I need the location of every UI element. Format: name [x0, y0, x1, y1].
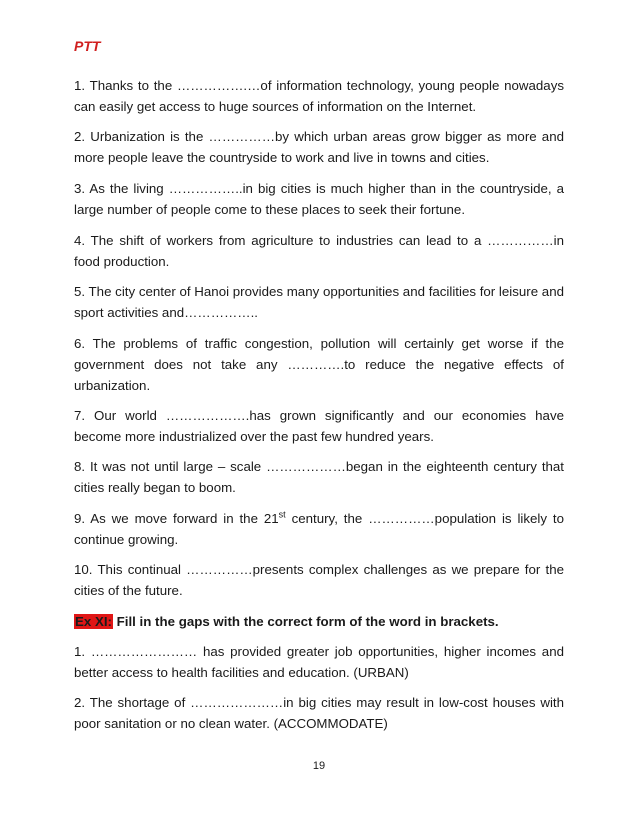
question-9-start: 9. As we move forward in the 21 [74, 511, 279, 526]
question-1: 1. Thanks to the …………….…of information technology, young people nowadays can easily get access to huge sources of information on the Internet. [74, 78, 564, 114]
question-4: 4. The shift of workers from agriculture to industries can lead to a ……………in food production. [74, 233, 564, 269]
question-5: 5. The city center of Hanoi provides many opportunities and facilities for leisure and sport activities and…………….. [74, 284, 564, 320]
question-7: 7. Our world ……………….has grown significantly and our economies have become more industrialized over the past few hundred years. [74, 408, 564, 444]
exercise-heading [74, 611, 564, 632]
question-9-end: century, the ……………population is likely to continue growing. [74, 511, 564, 547]
exercise-label: Ex XI: [75, 614, 112, 629]
exercise-item-1: 1. …………………… has provided greater job opportunities, higher incomes and better access to health facilities and education. (URBAN) [74, 644, 564, 680]
question-8: 8. It was not until large – scale ………………began in the eighteenth century that cities really began to boom. [74, 459, 564, 495]
page-number: 19 [312, 760, 326, 772]
question-6: 6. The problems of traffic congestion, pollution will certainly get worse if the government does not take any ………….to reduce the negative effects of urbanization. [74, 336, 564, 393]
question-10: 10. This continual ……………presents complex challenges as we prepare for the cities of the future. [74, 562, 564, 598]
exercise-instruction: Fill in the gaps with the correct form of the word in brackets. [112, 614, 499, 629]
question-2: 2. Urbanization is the ……………by which urban areas grow bigger as more and more people leave the countryside to work and live in towns and cities. [74, 129, 564, 165]
exercise-item-2: 2. The shortage of …………………in big cities may result in low-cost houses with poor sanitation or no clean water. (ACCOMMODATE) [74, 695, 564, 731]
question-9 [74, 508, 564, 550]
question-9-superscript: st [278, 509, 286, 520]
question-3: 3. As the living ……………..in big cities is much higher than in the countryside, a large number of people come to these places to seek their fortune. [74, 181, 564, 217]
page-header: PTT [74, 38, 101, 54]
